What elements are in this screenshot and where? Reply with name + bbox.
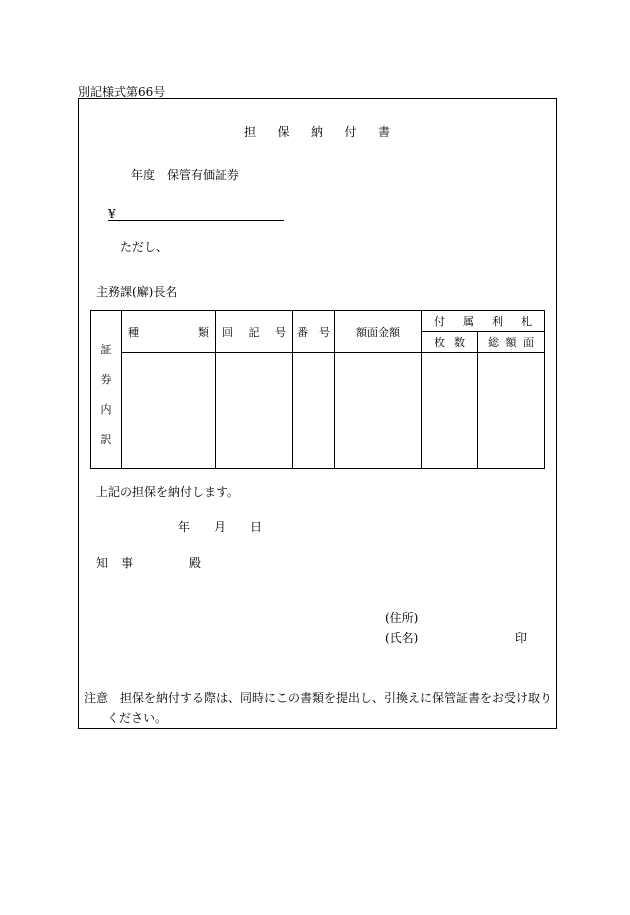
- row-label-char: 証: [100, 343, 112, 356]
- title-char: 保: [277, 125, 290, 139]
- entry-total-face-cell[interactable]: [478, 353, 545, 469]
- governor-label-char: 事: [121, 556, 134, 570]
- address-label: (住所): [385, 611, 419, 625]
- date-year-label: 年: [178, 520, 191, 534]
- title-char: 書: [377, 125, 390, 139]
- row-label-char: 券: [100, 373, 112, 386]
- note-line: ください。: [107, 711, 168, 725]
- name-label: (氏名): [385, 631, 419, 645]
- honorific: 殿: [189, 556, 202, 570]
- header-face-value: 額面金額: [335, 311, 422, 353]
- row-label-char: 内: [100, 403, 112, 416]
- entry-type-cell[interactable]: [122, 353, 216, 469]
- date-month-label: 月: [214, 520, 227, 534]
- securities-breakdown-label: [91, 311, 122, 469]
- title-char: 納: [310, 125, 323, 139]
- header-total-face: 総 額 面: [478, 332, 545, 353]
- document-title: [244, 123, 390, 140]
- entry-series-cell[interactable]: [216, 353, 293, 469]
- header-count: 枚 数: [422, 332, 478, 353]
- header-coupons: 付 属 利 札: [422, 311, 545, 332]
- proviso-label: ただし、: [120, 240, 169, 254]
- note-line: 注意 担保を納付する際は、同時にこの書類を提出し、引換えに保管証書をお受け取り: [84, 691, 553, 705]
- pledge-statement: 上記の担保を納付します。: [96, 485, 240, 499]
- header-number: 番 号: [293, 311, 335, 353]
- form-number: 別記様式第66号: [78, 85, 166, 99]
- securities-table: [90, 310, 545, 469]
- title-char: 担: [244, 125, 257, 139]
- governor-label-char: 知: [96, 556, 109, 570]
- amount-underline: [108, 220, 284, 221]
- date-day-label: 日: [250, 520, 263, 534]
- title-char: 付: [344, 125, 357, 139]
- header-series: 回 記 号: [216, 311, 293, 353]
- header-type: 種 類: [122, 311, 216, 353]
- row-label-char: 訳: [100, 433, 112, 446]
- entry-number-cell[interactable]: [293, 353, 335, 469]
- entry-count-cell[interactable]: [422, 353, 478, 469]
- seal-mark: 印: [515, 631, 528, 645]
- division-head-label: 主務課(廨)長名: [96, 285, 178, 299]
- entry-face-value-cell[interactable]: [335, 353, 422, 469]
- fiscal-year-line: 年度 保管有価証券: [131, 168, 240, 182]
- yen-mark: ¥: [108, 207, 116, 221]
